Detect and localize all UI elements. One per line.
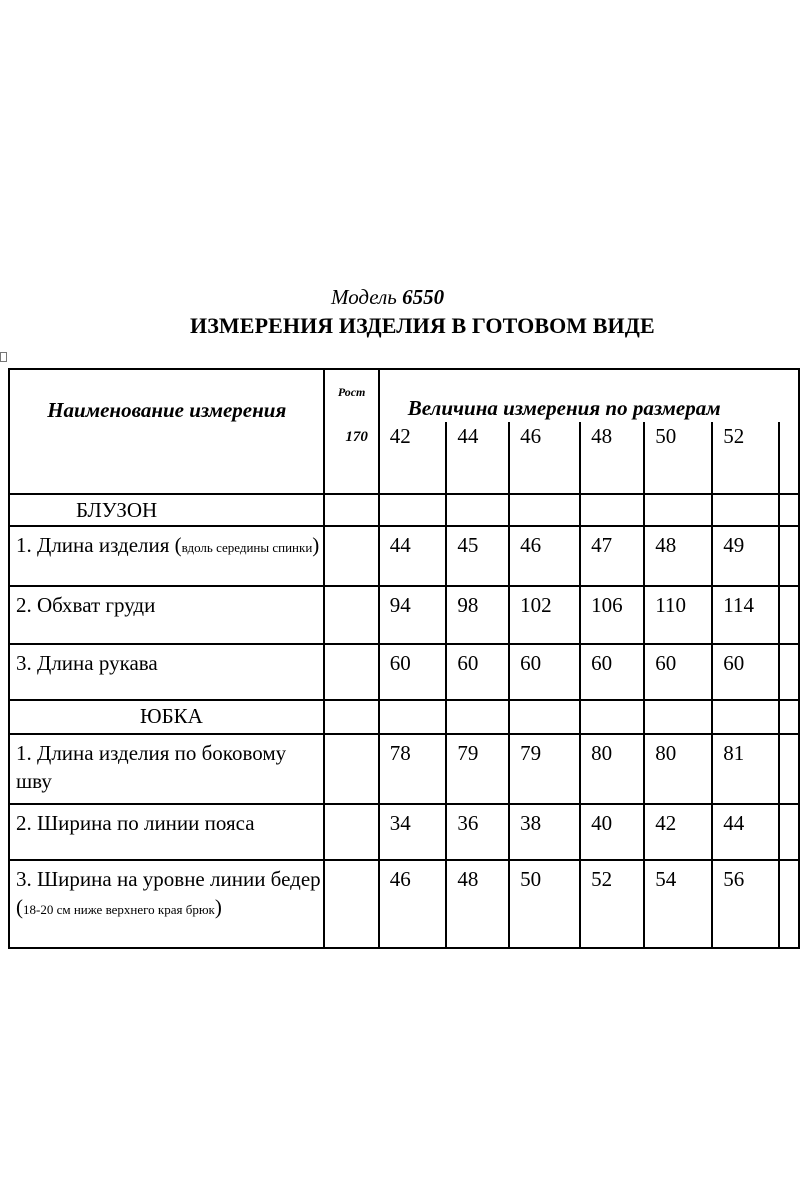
height-cell [324, 804, 378, 860]
empty-cell [509, 494, 580, 526]
size-value-42: 46 [379, 860, 447, 948]
overflow-cell [779, 804, 799, 860]
measurement-label: 3. Ширина на уровне линии бедер ( [16, 867, 321, 919]
size-value-48: 40 [580, 804, 644, 860]
size-header-overflow [779, 422, 799, 494]
measurement-row [9, 734, 799, 804]
empty-cell [446, 494, 509, 526]
measurement-label: 1. Длина изделия по боковому шву [16, 741, 287, 793]
model-title [331, 285, 444, 310]
table-anchor-marker [0, 352, 7, 362]
size-value-52: 81 [712, 734, 779, 804]
measurement-row [9, 860, 799, 948]
header-height-label: Рост [337, 385, 366, 399]
overflow-cell [779, 734, 799, 804]
empty-cell [324, 700, 378, 734]
measurement-note-close: ) [214, 895, 222, 919]
measurement-note-close: ) [312, 533, 320, 557]
size-value-50: 80 [644, 734, 712, 804]
size-value-44: 36 [446, 804, 509, 860]
header-sizes: Величина измерения по размерам [379, 369, 799, 422]
size-value-48: 60 [580, 644, 644, 700]
overflow-cell [779, 860, 799, 948]
size-value-46: 79 [509, 734, 580, 804]
size-value-44: 98 [446, 586, 509, 644]
height-cell [324, 526, 378, 586]
measurement-name [9, 586, 324, 644]
empty-cell [324, 494, 378, 526]
measurement-row [9, 644, 799, 700]
height-cell [324, 644, 378, 700]
empty-cell [712, 494, 779, 526]
empty-cell [644, 494, 712, 526]
size-value-44: 79 [446, 734, 509, 804]
measurement-name [9, 734, 324, 804]
size-header-42: 42 [379, 422, 447, 494]
size-value-52: 56 [712, 860, 779, 948]
height-cell [324, 734, 378, 804]
size-value-46: 102 [509, 586, 580, 644]
header-height [324, 369, 378, 494]
measurement-row [9, 586, 799, 644]
size-header-48: 48 [580, 422, 644, 494]
model-prefix: Модель [331, 285, 397, 309]
header-measurement-name: Наименование измерения [9, 369, 324, 494]
size-value-48: 106 [580, 586, 644, 644]
measurement-table [8, 368, 800, 949]
size-value-42: 60 [379, 644, 447, 700]
size-value-42: 94 [379, 586, 447, 644]
height-cell [324, 586, 378, 644]
measurement-note: вдоль середины спинки [181, 540, 313, 555]
measurement-name [9, 860, 324, 948]
height-cell [324, 860, 378, 948]
section-title: ЮБКА [9, 700, 324, 734]
size-value-42: 34 [379, 804, 447, 860]
page-heading: ИЗМЕРЕНИЯ ИЗДЕЛИЯ В ГОТОВОМ ВИДЕ [190, 313, 655, 338]
empty-cell [509, 700, 580, 734]
size-value-50: 48 [644, 526, 712, 586]
measurement-label: 2. Обхват груди [16, 593, 156, 617]
size-header-50: 50 [644, 422, 712, 494]
measurement-label: 3. Длина рукава [16, 651, 158, 675]
size-value-50: 42 [644, 804, 712, 860]
measurement-row [9, 804, 799, 860]
size-value-52: 60 [712, 644, 779, 700]
size-value-50: 60 [644, 644, 712, 700]
size-value-46: 46 [509, 526, 580, 586]
empty-cell [379, 700, 447, 734]
size-value-46: 60 [509, 644, 580, 700]
overflow-cell [779, 586, 799, 644]
empty-cell [379, 494, 447, 526]
measurement-label: 2. Ширина по линии пояса [16, 811, 255, 835]
size-value-42: 78 [379, 734, 447, 804]
measurement-note: 18-20 см ниже верхнего края брюк [23, 902, 215, 917]
overflow-cell [779, 644, 799, 700]
size-value-44: 48 [446, 860, 509, 948]
size-value-44: 60 [446, 644, 509, 700]
empty-cell [644, 700, 712, 734]
measurement-label: 1. Длина изделия ( [16, 533, 182, 557]
size-value-48: 80 [580, 734, 644, 804]
measurement-name [9, 526, 324, 586]
size-header-46: 46 [509, 422, 580, 494]
model-number: 6550 [402, 285, 445, 309]
measurement-row [9, 526, 799, 586]
size-value-50: 54 [644, 860, 712, 948]
size-value-52: 49 [712, 526, 779, 586]
size-value-48: 52 [580, 860, 644, 948]
section-title: БЛУЗОН [9, 494, 324, 526]
size-value-48: 47 [580, 526, 644, 586]
size-value-50: 110 [644, 586, 712, 644]
empty-cell [712, 700, 779, 734]
size-value-52: 44 [712, 804, 779, 860]
overflow-cell [779, 526, 799, 586]
size-value-42: 44 [379, 526, 447, 586]
size-header-52: 52 [712, 422, 779, 494]
empty-cell [446, 700, 509, 734]
header-height-value: 170 [345, 429, 368, 445]
empty-cell [779, 700, 799, 734]
size-header-44: 44 [446, 422, 509, 494]
empty-cell [580, 494, 644, 526]
empty-cell [580, 700, 644, 734]
size-value-46: 50 [509, 860, 580, 948]
size-value-46: 38 [509, 804, 580, 860]
empty-cell [779, 494, 799, 526]
size-value-44: 45 [446, 526, 509, 586]
measurement-name [9, 644, 324, 700]
size-value-52: 114 [712, 586, 779, 644]
measurement-name [9, 804, 324, 860]
